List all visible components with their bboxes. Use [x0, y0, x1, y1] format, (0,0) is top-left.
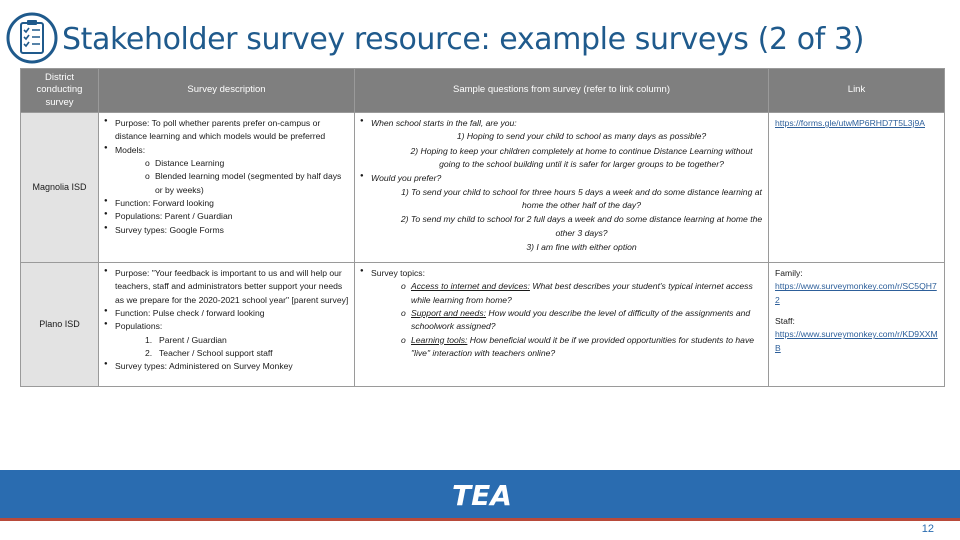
- survey-description: [99, 263, 355, 387]
- desc-purpose: ● Purpose: "Your feedback is important to us and will help our teachers, staff and administrators better support your needs as we prepare for the 2020-2021 school year" [parent survey]: [101, 267, 350, 307]
- survey-topic: [401, 307, 764, 334]
- topic-label: Access to internet and devices:: [411, 281, 530, 292]
- link-staff-label: Staff:: [775, 315, 795, 326]
- desc-function: ● Function: Forward looking: [101, 197, 350, 210]
- tea-logo-text: TEA: [452, 479, 512, 512]
- topic-text: How would you describe the level of difficulty of the assignments and schoolwork assigned?: [411, 307, 751, 332]
- page-number: 12: [921, 523, 934, 535]
- checklist-icon: [6, 12, 58, 64]
- district-name: Magnolia ISD: [21, 113, 99, 263]
- desc-model-item: o Blended learning model (segmented by half days or by weeks): [145, 170, 350, 197]
- desc-populations-label: Populations:: [115, 321, 163, 332]
- table-row: [21, 263, 945, 387]
- link-cell: [769, 113, 945, 263]
- header-link: Link: [769, 69, 945, 113]
- question: [357, 267, 764, 360]
- survey-link[interactable]: https://forms.gle/utwMP6RHD7T5L3j9A: [775, 118, 925, 128]
- desc-populations: [101, 320, 350, 360]
- answer-option: 1) Hoping to send your child to school as many days as possible?: [456, 131, 707, 142]
- header-sample: Sample questions from survey (refer to link column): [355, 69, 769, 113]
- answer-option: 2) To send my child to school for 2 full days a week and do some distance learning at home the other 3 days?: [400, 214, 763, 238]
- header-district: District conducting survey: [21, 69, 99, 113]
- population-label: Parent / Guardian: [159, 334, 227, 345]
- question-text: Survey topics:: [371, 268, 425, 278]
- header-description: Survey description: [99, 69, 355, 113]
- answer-option: 1) To send your child to school for three hours 5 days a week and do some distance learning at home the other half of the day?: [401, 186, 762, 210]
- desc-purpose: ● Purpose: To poll whether parents prefer on-campus or distance learning and which models would be preferred: [101, 117, 350, 144]
- desc-function: ● Function: Pulse check / forward looking: [101, 307, 350, 320]
- desc-types: ● Survey types: Administered on Survey Monkey: [101, 360, 350, 373]
- survey-link-family[interactable]: https://www.surveymonkey.com/r/SC5QH72: [775, 281, 937, 305]
- survey-table: [20, 68, 945, 387]
- desc-models: [101, 144, 350, 197]
- topic-label: Learning tools:: [411, 334, 468, 345]
- survey-topic: [401, 334, 764, 361]
- answer-option: 3) I am fine with either option: [526, 241, 637, 252]
- page-title: Stakeholder survey resource: example surveys (2 of 3): [62, 22, 865, 57]
- tea-logo: [440, 478, 524, 512]
- survey-link-staff[interactable]: https://www.surveymonkey.com/r/KD9XXMB: [775, 329, 938, 353]
- question: [357, 117, 764, 171]
- topic-text: How beneficial would it be if we provided opportunities for students to have "live" interaction with teachers online?: [411, 334, 755, 358]
- question-text: When school starts in the fall, are you:: [371, 118, 517, 128]
- district-name: Plano ISD: [21, 263, 99, 387]
- desc-model-item: o Distance Learning: [145, 157, 350, 170]
- population-item: 2. Teacher / School support staff: [145, 347, 273, 358]
- population-item: 1. Parent / Guardian: [145, 334, 227, 345]
- table-row: [21, 113, 945, 263]
- table-header-row: [21, 69, 945, 113]
- population-label: Teacher / School support staff: [159, 347, 273, 358]
- desc-types: ● Survey types: Google Forms: [101, 224, 350, 237]
- desc-populations: ● Populations: Parent / Guardian: [101, 210, 350, 223]
- link-cell: [769, 263, 945, 387]
- survey-topic: [401, 280, 764, 307]
- answer-option: 2) Hoping to keep your children completely at home to continue Distance Learning without going to the school building until it is safer for larger groups to be together?: [410, 145, 753, 169]
- question: [357, 172, 764, 254]
- question-text: Would you prefer?: [371, 173, 442, 184]
- link-family-label: Family:: [775, 268, 803, 278]
- sample-questions: [355, 113, 769, 263]
- survey-description: [99, 113, 355, 263]
- topic-text: What best describes your student's typical internet access while learning from home?: [411, 281, 753, 305]
- topic-label: Support and needs:: [411, 307, 487, 318]
- sample-questions: [355, 263, 769, 387]
- footer-accent-line: [0, 518, 960, 521]
- desc-models-label: Models:: [115, 144, 146, 155]
